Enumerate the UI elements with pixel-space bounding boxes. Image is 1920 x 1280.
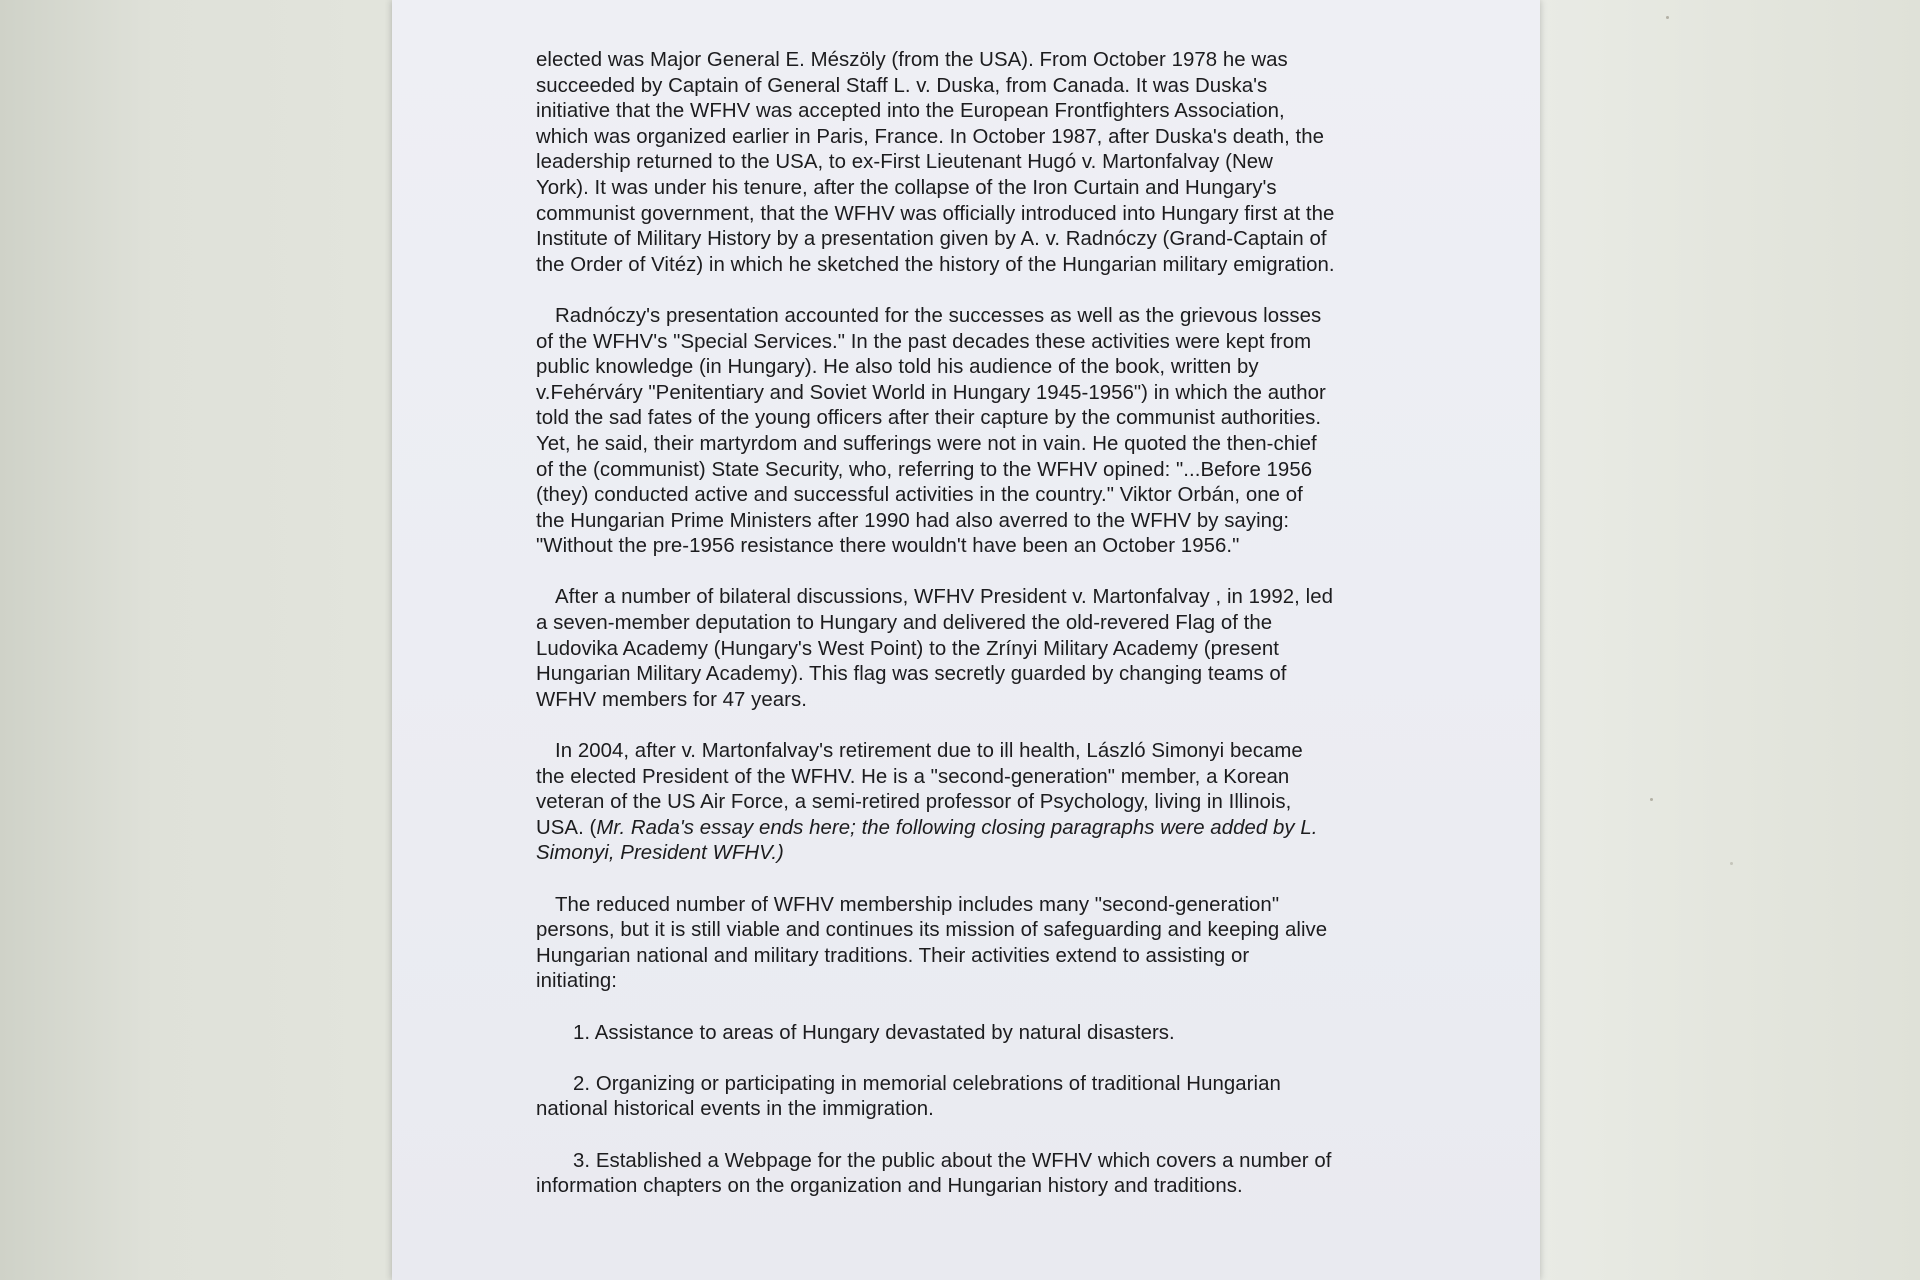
document-body <box>536 48 1416 1225</box>
list-item-2: 2. Organizing or participating in memorial celebrations of traditional Hungarian national historical events in the immigration. <box>536 1072 1281 1121</box>
paragraph-3: After a number of bilateral discussions, WFHV President v. Martonfalvay , in 1992, led a seven-member deputation to Hungary and delivered the old-revered Flag of the Ludovika Academy (Hungary's West Point) to the Zrínyi Military Academy (present Hungarian Military Academy). This flag was secretly guarded by changing teams of WFHV members for 47 years. <box>536 586 1333 711</box>
paragraph-4 <box>536 739 1416 867</box>
editor-note: Mr. Rada's essay ends here; the following closing paragraphs were added by L. Simonyi, President WFHV.) <box>536 816 1318 865</box>
background-surface-right <box>1540 0 1920 1280</box>
paragraph-2: Radnóczy's presentation accounted for the successes as well as the grievous losses of the WFHV's "Special Services." In the past decades these activities were kept from public knowledge (in Hungary). He also told his audience of the book, written by v.Fehérváry "Penitentiary and Soviet World in Hungary 1945-1956") in which the author told the sad fates of the young officers after their capture by the communist authorities. Yet, he said, their martyrdom and sufferings were not in vain. He quoted the then-chief of the (communist) State Security, who, referring to the WFHV opined: "...Before 1956 (they) conducted active and successful activities in the country." Viktor Orbán, one of the Hungarian Prime Ministers after 1990 had also averred to the WFHV by saying: "Without the pre-1956 resistance there wouldn't have been an October 1956." <box>536 304 1326 558</box>
paragraph-4-text: In 2004, after v. Martonfalvay's retirement due to ill health, László Simonyi became the elected President of the WFHV. He is a "second-generation" member, a Korean veteran of the US Air Force, a semi-retired professor of Psychology, living in Illinois, USA. ( <box>536 740 1303 839</box>
surface-speck <box>1666 16 1669 19</box>
paragraph-1: elected was Major General E. Mészöly (from the USA). From October 1978 he was succeeded by Captain of General Staff L. v. Duska, from Canada. It was Duska's initiative that the WFHV was accepted into the European Frontfighters Association, which was organized earlier in Paris, France. In October 1987, after Duska's death, the leadership returned to the USA, to ex-First Lieutenant Hugó v. Martonfalvay (New York). It was under his tenure, after the collapse of the Iron Curtain and Hungary's communist government, that the WFHV was officially introduced into Hungary first at the Institute of Military History by a presentation given by A. v. Radnóczy (Grand-Captain of the Order of Vitéz) in which he sketched the history of the Hungarian military emigration. <box>536 49 1335 276</box>
surface-speck <box>1650 798 1653 801</box>
list-item-1: 1. Assistance to areas of Hungary devastated by natural disasters. <box>573 1021 1175 1044</box>
list-item-3: 3. Established a Webpage for the public about the WFHV which covers a number of information chapters on the organization and Hungarian history and traditions. <box>536 1149 1332 1198</box>
paragraph-5: The reduced number of WFHV membership includes many "second-generation" persons, but it is still viable and continues its mission of safeguarding and keeping alive Hungarian national and military traditions. Their activities extend to assisting or initiating: <box>536 893 1328 993</box>
surface-speck <box>1730 862 1733 865</box>
